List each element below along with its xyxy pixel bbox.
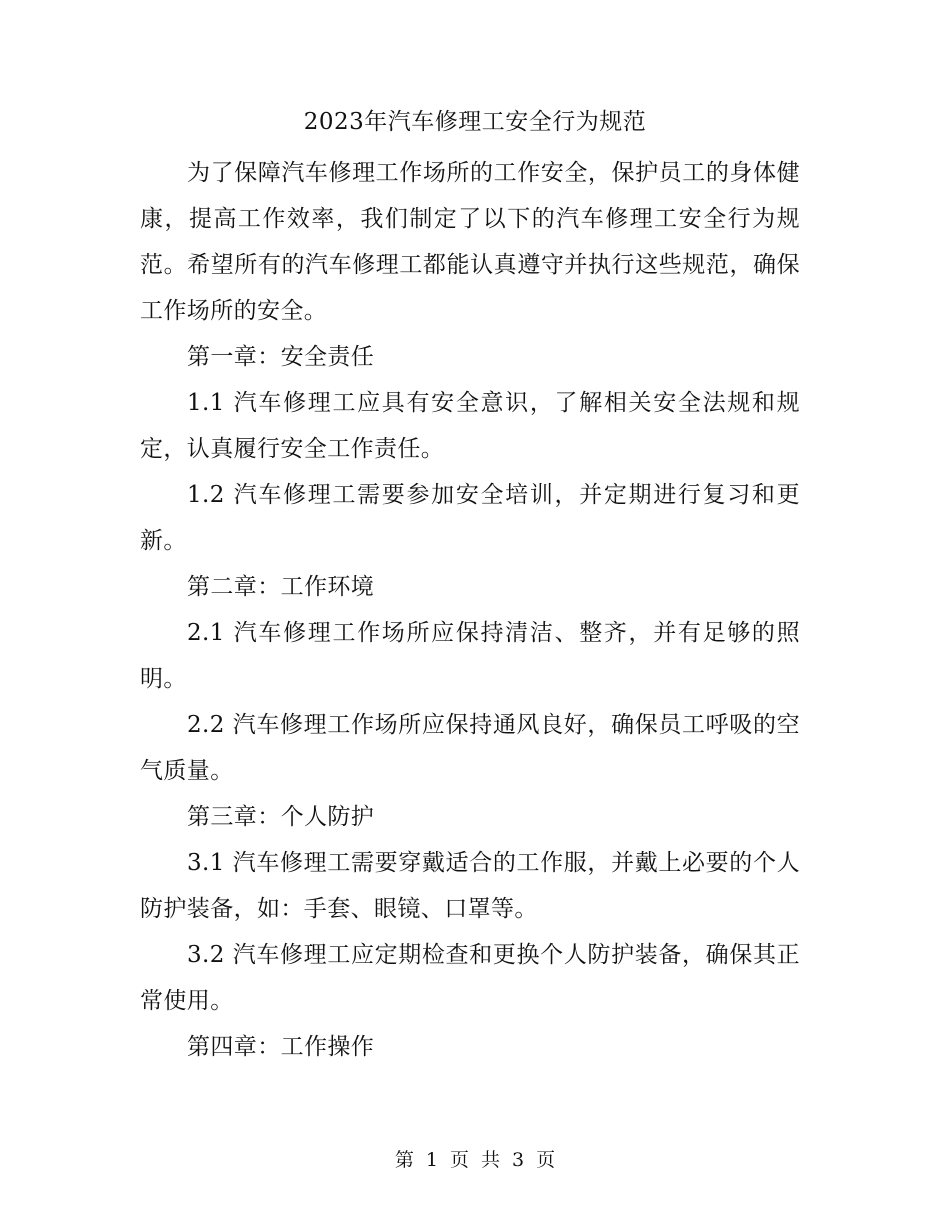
- clause-paragraph: 3.1 汽车修理工需要穿戴适合的工作服，并戴上必要的个人防护装备，如：手套、眼镜、口罩等。: [140, 850, 800, 922]
- clause-paragraph: 2.2 汽车修理工作场所应保持通风良好，确保员工呼吸的空气质量。: [140, 712, 800, 784]
- chapter-heading: 第四章：工作操作: [187, 1034, 375, 1060]
- clause-paragraph: 3.2 汽车修理工应定期检查和更换个人防护装备，确保其正常使用。: [140, 942, 800, 1014]
- chapter-heading: 第一章：安全责任: [187, 344, 375, 370]
- document-body: [140, 150, 800, 1070]
- chapter-heading: 第二章：工作环境: [187, 574, 375, 600]
- chapter-heading: 第三章：个人防护: [187, 804, 375, 830]
- clause-paragraph: 1.2 汽车修理工需要参加安全培训，并定期进行复习和更新。: [140, 482, 800, 554]
- intro-paragraph: 为了保障汽车修理工作场所的工作安全，保护员工的身体健康，提高工作效率，我们制定了以下的汽车修理工安全行为规范。希望所有的汽车修理工都能认真遵守并执行这些规范，确保工作场所的安全。: [140, 160, 800, 324]
- clause-paragraph: 1.1 汽车修理工应具有安全意识，了解相关安全法规和规定，认真履行安全工作责任。: [140, 390, 800, 462]
- document-title: 2023年汽车修理工安全行为规范: [303, 109, 647, 135]
- page-number-footer: 第 1 页 共 3 页: [394, 1149, 556, 1171]
- clause-paragraph: 2.1 汽车修理工作场所应保持清洁、整齐，并有足够的照明。: [140, 620, 800, 692]
